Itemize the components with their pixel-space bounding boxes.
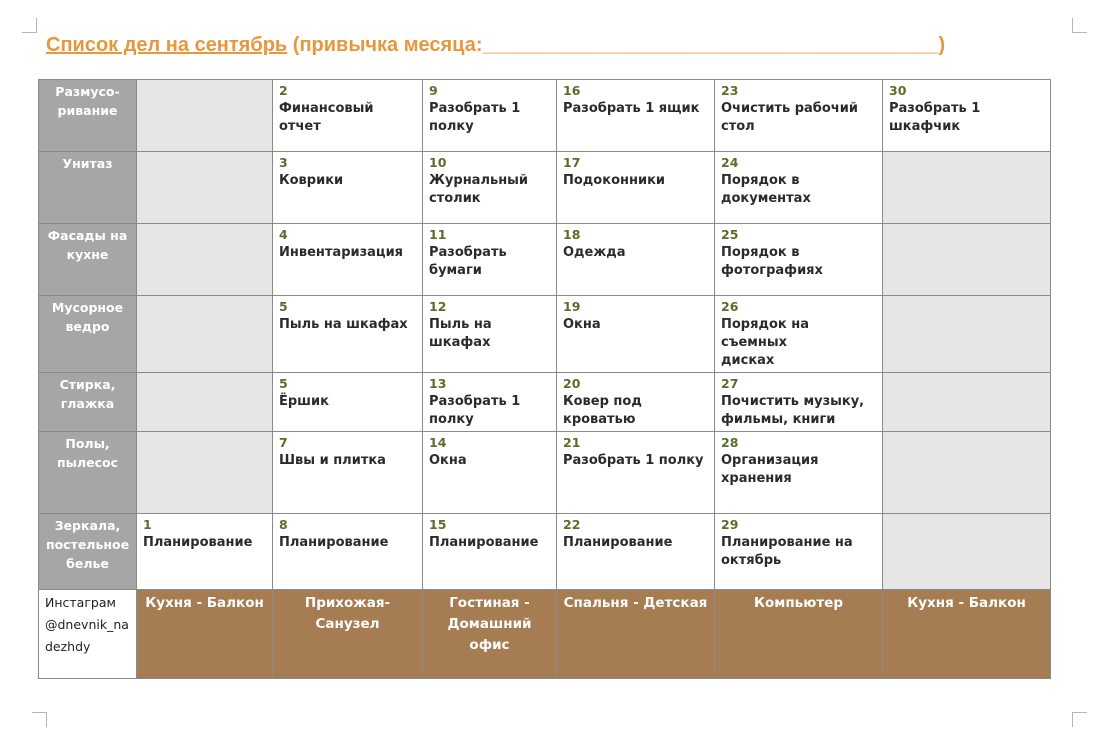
day-number: 30 <box>889 83 907 98</box>
day-number: 21 <box>563 435 581 450</box>
title-habit: (привычка месяца:_________________________________________) <box>287 34 946 56</box>
empty-cell <box>137 80 273 152</box>
table-row <box>39 152 1051 224</box>
page-title <box>46 34 945 57</box>
plan-body <box>39 80 1051 679</box>
task-label: Планирование <box>143 535 253 550</box>
day-number: 20 <box>563 376 581 391</box>
category-cell: Полы, пылесос <box>39 432 137 514</box>
task-label: Подоконники <box>563 173 666 188</box>
day-number: 16 <box>563 83 581 98</box>
task-cell <box>557 514 715 590</box>
day-number: 8 <box>279 517 288 532</box>
task-cell <box>273 373 423 432</box>
task-label: Журнальный столик <box>429 173 529 206</box>
table-row <box>39 432 1051 514</box>
task-label: Очистить рабочий стол <box>721 101 858 134</box>
task-label: Разобрать 1 ящик <box>563 101 700 116</box>
category-cell: Унитаз <box>39 152 137 224</box>
day-number: 24 <box>721 155 739 170</box>
task-cell <box>715 296 883 373</box>
room-cell: Гостиная - Домашний офис <box>423 590 557 679</box>
empty-cell <box>883 514 1051 590</box>
table-row <box>39 373 1051 432</box>
task-cell <box>137 514 273 590</box>
task-label: Ёршик <box>279 394 329 409</box>
room-cell: Спальня - Детская <box>557 590 715 679</box>
crop-mark-top-right <box>1072 18 1087 33</box>
task-cell <box>557 152 715 224</box>
task-cell <box>883 80 1051 152</box>
task-cell <box>423 224 557 296</box>
task-label: Разобрать 1 полку <box>563 453 704 468</box>
task-label: Разобрать 1 шкафчик <box>889 101 981 134</box>
empty-cell <box>883 224 1051 296</box>
room-cell: Кухня - Балкон <box>883 590 1051 679</box>
task-label: Пыль на шкафах <box>429 317 492 350</box>
task-cell <box>423 432 557 514</box>
day-number: 18 <box>563 227 581 242</box>
empty-cell <box>883 432 1051 514</box>
task-label: Окна <box>563 317 601 332</box>
task-label: Швы и плитка <box>279 453 386 468</box>
task-cell <box>715 152 883 224</box>
empty-cell <box>137 152 273 224</box>
day-number: 23 <box>721 83 739 98</box>
table-row <box>39 224 1051 296</box>
crop-mark-bottom-right <box>1072 712 1087 727</box>
day-number: 25 <box>721 227 739 242</box>
task-label: Планирование <box>429 535 539 550</box>
task-cell <box>423 152 557 224</box>
table-row <box>39 296 1051 373</box>
day-number: 26 <box>721 299 739 314</box>
task-cell <box>273 224 423 296</box>
task-cell <box>273 80 423 152</box>
category-cell: Фасады на кухне <box>39 224 137 296</box>
footer-row <box>39 590 1051 679</box>
task-label: Планирование <box>563 535 673 550</box>
task-cell <box>423 296 557 373</box>
task-cell <box>273 514 423 590</box>
task-label: Коврики <box>279 173 344 188</box>
day-number: 28 <box>721 435 739 450</box>
cleaning-plan-table <box>38 79 1051 679</box>
day-number: 15 <box>429 517 447 532</box>
day-number: 11 <box>429 227 447 242</box>
day-number: 3 <box>279 155 288 170</box>
day-number: 12 <box>429 299 447 314</box>
task-cell <box>423 373 557 432</box>
room-cell: Кухня - Балкон <box>137 590 273 679</box>
day-number: 10 <box>429 155 447 170</box>
day-number: 17 <box>563 155 581 170</box>
category-cell: Стирка, глажка <box>39 373 137 432</box>
task-cell <box>715 432 883 514</box>
task-label: Порядок в документах <box>721 173 811 206</box>
task-label: Порядок на съемных дисках <box>721 317 809 368</box>
empty-cell <box>137 224 273 296</box>
empty-cell <box>137 296 273 373</box>
day-number: 5 <box>279 299 288 314</box>
table-row <box>39 514 1051 590</box>
task-cell <box>423 80 557 152</box>
task-label: Разобрать бумаги <box>429 245 507 278</box>
task-label: Почистить музыку, фильмы, книги <box>721 394 865 427</box>
task-label: Планирование <box>279 535 389 550</box>
task-label: Пыль на шкафах <box>279 317 408 332</box>
task-label: Организация хранения <box>721 453 819 486</box>
crop-mark-bottom-left <box>32 712 47 727</box>
task-cell <box>715 514 883 590</box>
task-cell <box>557 224 715 296</box>
task-label: Разобрать 1 полку <box>429 394 521 427</box>
day-number: 2 <box>279 83 288 98</box>
day-number: 5 <box>279 376 288 391</box>
empty-cell <box>137 432 273 514</box>
empty-cell <box>883 152 1051 224</box>
table-row <box>39 80 1051 152</box>
task-cell <box>557 80 715 152</box>
room-cell: Прихожая- Санузел <box>273 590 423 679</box>
day-number: 13 <box>429 376 447 391</box>
task-label: Окна <box>429 453 467 468</box>
task-cell <box>557 373 715 432</box>
empty-cell <box>883 296 1051 373</box>
task-label: Планирование на октябрь <box>721 535 853 568</box>
task-label: Ковер под кроватью <box>563 394 642 427</box>
instagram-cell: Инстаграм @dnevnik_na dezhdy <box>39 590 137 679</box>
task-cell <box>273 296 423 373</box>
task-cell <box>715 373 883 432</box>
task-label: Инвентаризация <box>279 245 404 260</box>
task-cell <box>715 80 883 152</box>
room-cell: Компьютер <box>715 590 883 679</box>
title-main: Список дел на сентябрь <box>46 34 288 56</box>
crop-mark-top-left <box>22 18 37 33</box>
task-label: Разобрать 1 полку <box>429 101 521 134</box>
day-number: 4 <box>279 227 288 242</box>
task-cell <box>557 432 715 514</box>
task-label: Одежда <box>563 245 626 260</box>
category-cell: Зеркала, постельное белье <box>39 514 137 590</box>
category-cell: Размусо- ривание <box>39 80 137 152</box>
day-number: 27 <box>721 376 739 391</box>
day-number: 1 <box>143 517 152 532</box>
task-cell <box>715 224 883 296</box>
day-number: 19 <box>563 299 581 314</box>
empty-cell <box>137 373 273 432</box>
task-label: Финансовый отчет <box>279 101 374 134</box>
task-cell <box>423 514 557 590</box>
empty-cell <box>883 373 1051 432</box>
task-cell <box>273 432 423 514</box>
day-number: 22 <box>563 517 581 532</box>
task-cell <box>273 152 423 224</box>
task-label: Порядок в фотографиях <box>721 245 823 278</box>
day-number: 7 <box>279 435 288 450</box>
day-number: 9 <box>429 83 438 98</box>
day-number: 29 <box>721 517 739 532</box>
category-cell: Мусорное ведро <box>39 296 137 373</box>
day-number: 14 <box>429 435 447 450</box>
task-cell <box>557 296 715 373</box>
